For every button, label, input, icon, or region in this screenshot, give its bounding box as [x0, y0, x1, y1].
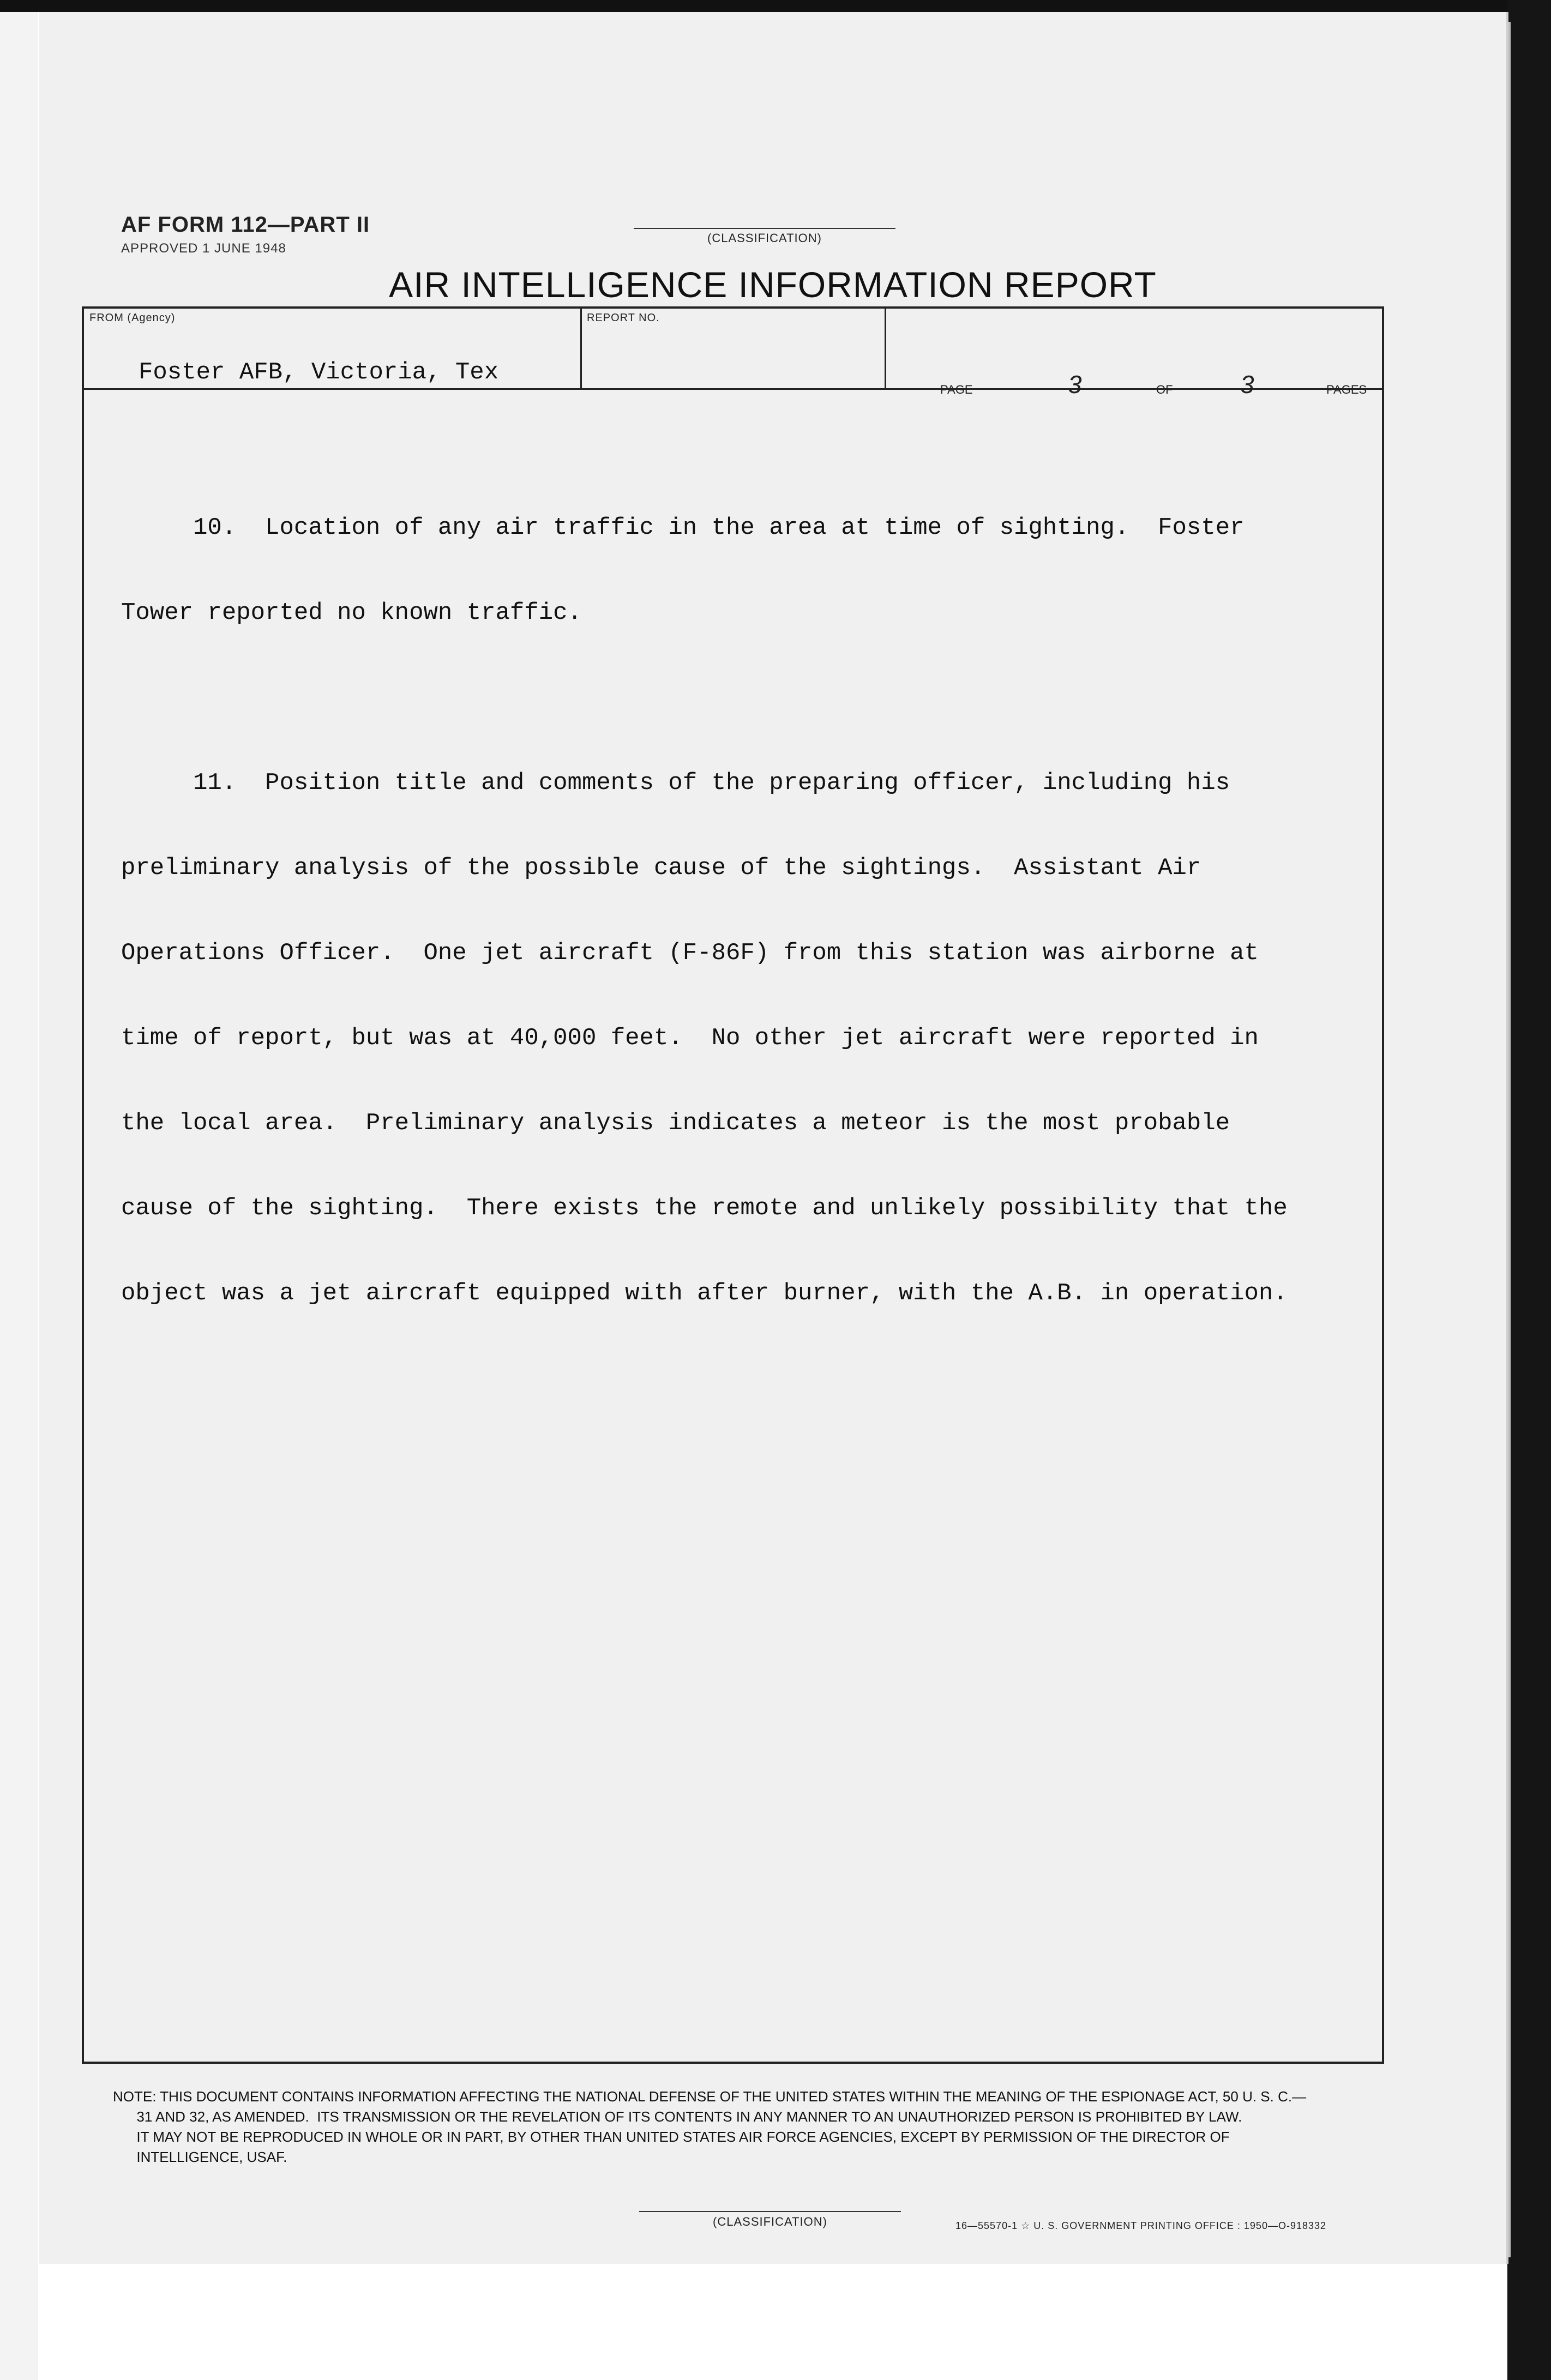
of-label: OF: [1156, 383, 1173, 396]
notice-line: 31 AND 32, AS AMENDED. ITS TRANSMISSION OR THE REVELATION OF ITS CONTENTS IN ANY MANNER TO AN UNAUTHORIZED PERSON IS PROHIBITED BY LAW.: [113, 2108, 1242, 2125]
scan-border-top: [0, 0, 1551, 12]
printing-office-info: 16—55570-1 ☆ U. S. GOVERNMENT PRINTING OFFICE : 1950—O-918332: [955, 2220, 1327, 2231]
document-page: [39, 12, 1508, 2264]
header-bottom-rule: [84, 388, 1382, 390]
total-pages: 3: [1240, 370, 1254, 399]
report-body: [121, 457, 1375, 1364]
text-line: Operations Officer. One jet aircraft (F-86F) from this station was airborne at: [121, 939, 1259, 967]
report-number-label: REPORT NO.: [587, 312, 660, 324]
from-agency-label: FROM (Agency): [89, 312, 176, 324]
text-line: cause of the sighting. There exists the remote and unlikely possibility that the: [121, 1195, 1288, 1222]
from-agency-value: Foster AFB, Victoria, Tex: [139, 359, 499, 386]
text-line: 11. Position title and comments of the preparing officer, including his: [121, 769, 1230, 797]
espionage-act-notice: [113, 2087, 1444, 2167]
page-number: 3: [1068, 370, 1082, 399]
notice-line: INTELLIGENCE, USAF.: [113, 2149, 287, 2165]
text-line: Tower reported no known traffic.: [121, 599, 582, 626]
paragraph-gap: [121, 684, 1375, 712]
classification-line-bottom: [639, 2211, 901, 2212]
header-divider-2: [885, 309, 886, 388]
pages-label: PAGES: [1326, 383, 1367, 396]
paragraph-10: [121, 457, 1375, 684]
approval-date: APPROVED 1 JUNE 1948: [121, 241, 286, 256]
text-line: time of report, but was at 40,000 feet. No other jet aircraft were reported in: [121, 1025, 1259, 1052]
classification-top: (CLASSIFICATION): [707, 231, 822, 245]
scan-border-left: [0, 0, 38, 2380]
notice-line: NOTE: THIS DOCUMENT CONTAINS INFORMATION AFFECTING THE NATIONAL DEFENSE OF THE UNITED STATES WITHIN THE MEANING OF THE ESPIONAGE ACT, 50 U. S. C.—: [113, 2088, 1307, 2105]
text-line: 10. Location of any air traffic in the area at time of sighting. Foster: [121, 514, 1245, 541]
text-line: preliminary analysis of the possible cause of the sightings. Assistant Air: [121, 854, 1201, 882]
classification-bottom: (CLASSIFICATION): [713, 2215, 827, 2228]
paragraph-11: [121, 712, 1375, 1364]
notice-line: IT MAY NOT BE REPRODUCED IN WHOLE OR IN PART, BY OTHER THAN UNITED STATES AIR FORCE AGENCIES, EXCEPT BY PERMISSION OF THE DIRECTOR OF: [113, 2129, 1230, 2145]
classification-line-top: [634, 228, 895, 229]
text-line: object was a jet aircraft equipped with after burner, with the A.B. in operation.: [121, 1280, 1288, 1307]
text-line: the local area. Preliminary analysis indicates a meteor is the most probable: [121, 1110, 1230, 1137]
scan-border-right: [1507, 0, 1551, 2380]
page-label: PAGE: [940, 383, 973, 396]
report-title: AIR INTELLIGENCE INFORMATION REPORT: [389, 264, 1157, 305]
form-id: AF FORM 112—PART II: [121, 213, 370, 237]
header-divider-1: [580, 309, 582, 388]
